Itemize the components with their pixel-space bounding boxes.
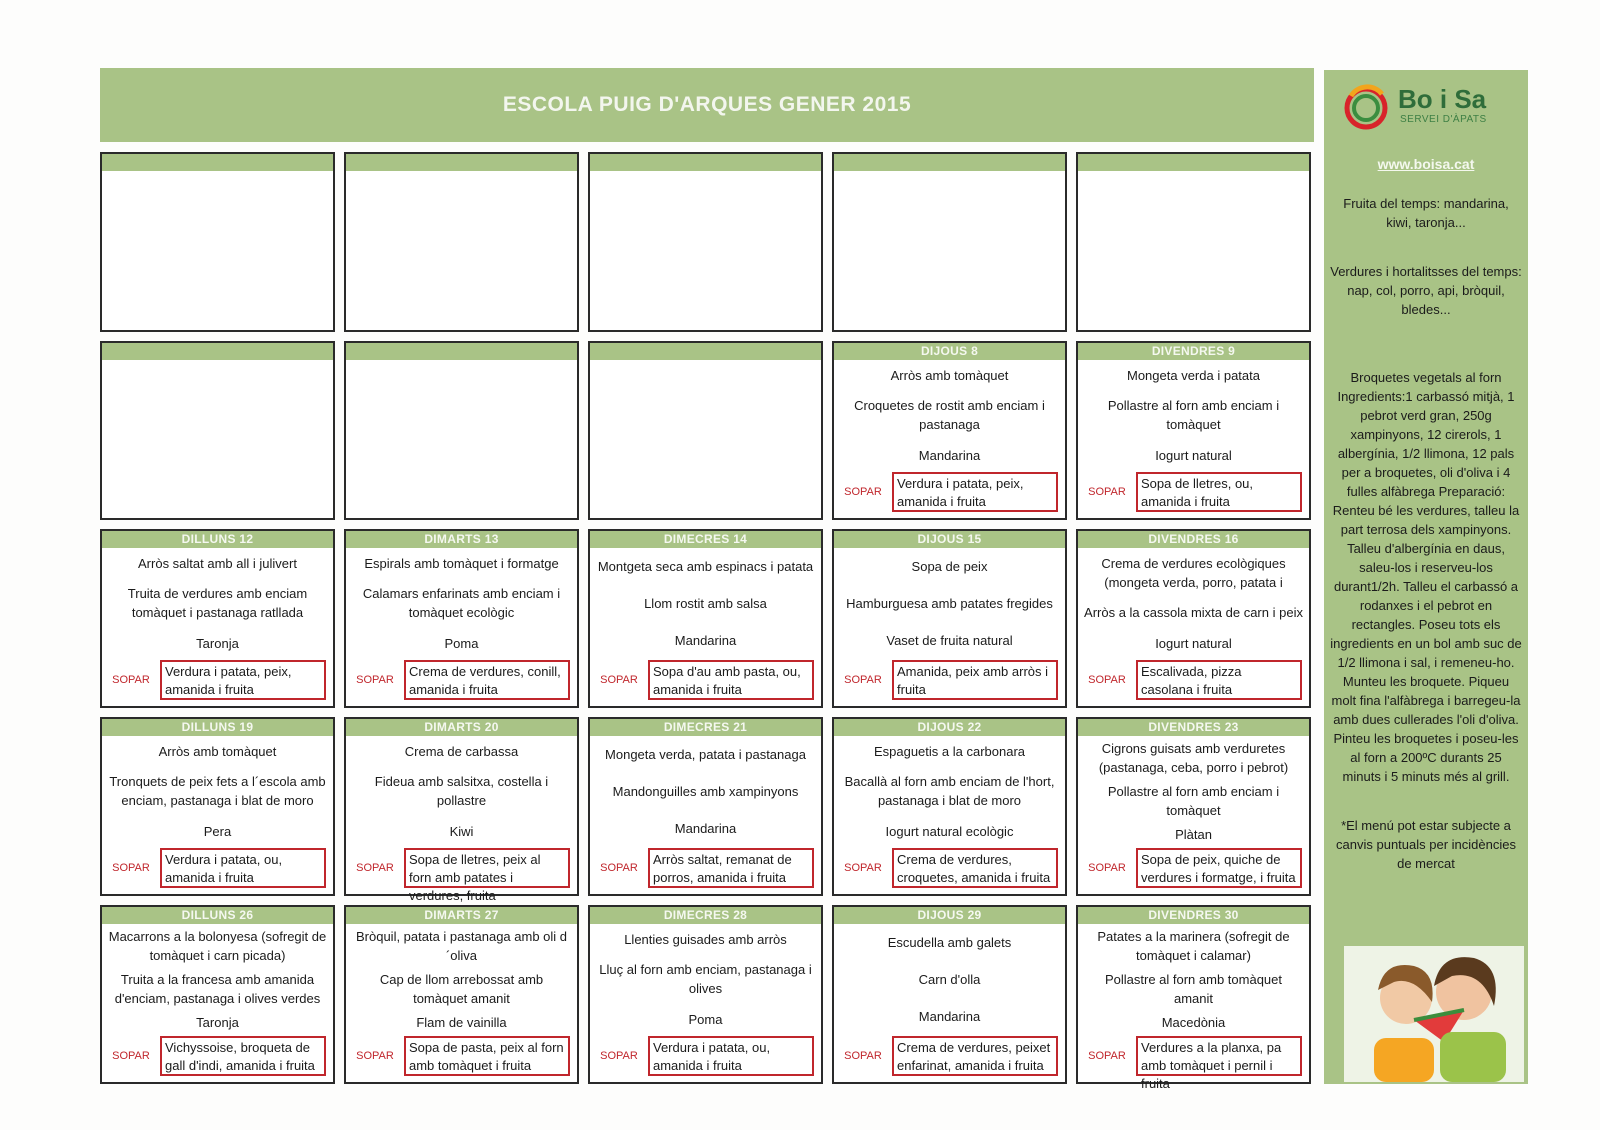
- dish-1: Arròs saltat amb all i julivert: [138, 555, 297, 571]
- day-cell: [832, 717, 1067, 896]
- logo-subtitle: SERVEI D'ÀPATS: [1400, 114, 1487, 125]
- day-cell: [344, 717, 579, 903]
- dish-3: Mandarina: [674, 821, 737, 836]
- dish-1: Montgeta seca amb espinacs i patata: [597, 559, 814, 574]
- lunch-dishes: [1078, 736, 1309, 847]
- dish-3: Mandarina: [918, 448, 981, 464]
- dinner-label: SOPAR: [112, 674, 150, 686]
- dish-3: Poma: [444, 636, 479, 652]
- dish-3: Mandarina: [918, 1009, 981, 1024]
- dish-2: Llom rostit amb salsa: [644, 596, 767, 611]
- dish-3: Kiwi: [449, 824, 474, 840]
- boisa-logo: [1342, 82, 1512, 130]
- day-cell: [100, 905, 335, 1084]
- dinner-row: [590, 658, 821, 702]
- empty-day-cell: [832, 152, 1067, 332]
- dish-1: Llenties guisades amb arròs: [624, 931, 787, 947]
- day-header: DIMECRES 28: [590, 907, 821, 924]
- day-header: DIJOUS 8: [834, 343, 1065, 360]
- dish-2: Pollastre al forn amb enciam i tomàquet: [1107, 398, 1280, 433]
- day-header: DILLUNS 26: [102, 907, 333, 924]
- dinner-label: SOPAR: [1088, 1050, 1126, 1062]
- dinner-suggestion: Sopa d'au amb pasta, ou, amanida i fruita: [648, 660, 814, 700]
- day-header: DIVENDRES 30: [1078, 907, 1309, 924]
- dinner-row: [590, 846, 821, 890]
- dish-1: Sopa de peix: [911, 559, 988, 574]
- lunch-dishes: [346, 924, 577, 1035]
- empty-day-cell: [344, 152, 579, 332]
- day-header: [102, 343, 333, 360]
- day-cell: [588, 905, 823, 1084]
- dish-1: Arròs amb tomàquet: [890, 367, 1009, 383]
- dish-3: Macedònia: [1161, 1015, 1226, 1031]
- dish-2: Pollastre al forn amb enciam i tomàquet: [1107, 783, 1280, 818]
- dinner-label: SOPAR: [600, 862, 638, 874]
- recipe-text: Broquetes vegetals al forn Ingredients:1 carbassó mitjà, 1 pebrot verd gran, 250g xampinyons, 12 cirerols, 1 albergínia, 1/2 llimona, 12 pals per a broquetes, oli d'oliva i 4 fulles alfàbrega Preparació: Renteu bé les verdures, talleu la part terrosa dels xampinyons. Talleu d'albergínia en daus, saleu-los i reserveu-los durant1/2h. Talleu el carbassó a rodanxes i el pebrot en rectangles. Poseu tots els ingredients en un bol amb suc de 1/2 llimona i sal, i remeneu-ho. Munteu les broquete. Piqueu molt fina l'alfàbrega i barregeu-la amb dues cullerades l'oli d'oliva. Pinteu les broquetes i poseu-les al forn a 200ºC durants 25 minuts i 5 minuts més al grill.: [1330, 370, 1522, 784]
- day-cell: [1076, 717, 1311, 896]
- dinner-row: [102, 1034, 333, 1078]
- seasonal-vegetables-text: Verdures i hortalitsses del temps: nap, col, porro, api, bròquil, bledes...: [1330, 264, 1522, 317]
- dish-3: Poma: [688, 1012, 723, 1028]
- day-cell: [588, 717, 823, 896]
- dish-2: Calamars enfarinats amb enciam i tomàquet ecològic: [362, 586, 561, 621]
- day-header: [1078, 154, 1309, 171]
- day-cell: [832, 529, 1067, 708]
- day-header: DIMECRES 21: [590, 719, 821, 736]
- empty-day-cell: [100, 152, 335, 332]
- day-header: DIMARTS 20: [346, 719, 577, 736]
- dinner-label: SOPAR: [600, 1050, 638, 1062]
- dish-2: Arròs a la cassola mixta de carn i peix: [1084, 605, 1303, 621]
- dinner-row: [834, 1034, 1065, 1078]
- day-cell: [1076, 529, 1311, 708]
- seasonal-fruit-text: Fruita del temps: mandarina, kiwi, taronja...: [1343, 196, 1509, 230]
- dish-2: Lluç al forn amb enciam, pastanaga i olives: [599, 962, 812, 997]
- dinner-row: [1078, 658, 1309, 702]
- dish-2: Mandonguilles amb xampinyons: [612, 784, 799, 799]
- dish-3: Flam de vainilla: [416, 1015, 507, 1031]
- dinner-row: [834, 470, 1065, 514]
- dinner-row: [102, 846, 333, 890]
- day-cell: [1076, 341, 1311, 520]
- day-header: DIJOUS 29: [834, 907, 1065, 924]
- dinner-label: SOPAR: [356, 1050, 394, 1062]
- empty-day-cell: [1076, 152, 1311, 332]
- day-cell: [588, 529, 823, 708]
- dish-1: Arròs amb tomàquet: [158, 743, 277, 759]
- dish-1: Mongeta verda, patata i pastanaga: [605, 747, 806, 762]
- dinner-row: [346, 658, 577, 702]
- lunch-dishes: [834, 360, 1065, 471]
- dish-3: Vaset de fruita natural: [886, 633, 1013, 648]
- menu-note: *El menú pot estar subjecte a canvis puntuals per incidències de mercat: [1336, 818, 1516, 871]
- page-title: ESCOLA PUIG D'ARQUES GENER 2015: [502, 93, 912, 116]
- day-cell: [100, 529, 335, 708]
- lunch-dishes: [834, 924, 1065, 1035]
- day-header: [102, 154, 333, 171]
- dish-1: Espaguetis a la carbonara: [873, 743, 1026, 759]
- day-cell: [832, 905, 1067, 1084]
- lunch-dishes: [590, 548, 821, 659]
- dinner-suggestion: Escalivada, pizza casolana i fruita: [1136, 660, 1302, 700]
- dish-1: Cigrons guisats amb verduretes (pastanaga, ceba, porro i pebrot): [1098, 740, 1289, 775]
- day-header: [834, 154, 1065, 171]
- dish-2: Bacallà al forn amb enciam de l'hort, pastanaga i blat de moro: [844, 774, 1055, 809]
- dish-1: Patates a la marinera (sofregit de tomàquet i calamar): [1097, 928, 1290, 963]
- dish-2: Truita a la francesa amb amanida d'enciam, pastanaga i olives verdes: [114, 971, 321, 1006]
- dinner-row: [346, 846, 577, 903]
- dish-1: Crema de carbassa: [404, 743, 519, 759]
- dinner-suggestion: Sopa de peix, quiche de verdures i formatge, i fruita: [1136, 848, 1302, 888]
- website-link[interactable]: www.boisa.cat: [1377, 156, 1475, 172]
- day-header: DIMARTS 13: [346, 531, 577, 548]
- dish-2: Croquetes de rostit amb enciam i pastanaga: [854, 398, 1045, 433]
- children-eating-watermelon-photo: [1344, 946, 1524, 1082]
- dinner-label: SOPAR: [1088, 674, 1126, 686]
- day-cell: [100, 717, 335, 896]
- dish-3: Pera: [203, 824, 232, 840]
- lunch-dishes: [590, 924, 821, 1035]
- dish-2: Cap de llom arrebossat amb tomàquet amanit: [379, 971, 544, 1006]
- lunch-dishes: [102, 924, 333, 1035]
- dinner-row: [1078, 470, 1309, 514]
- dinner-suggestion: Crema de verdures, croquetes, amanida i fruita: [892, 848, 1058, 888]
- lunch-dishes: [1078, 360, 1309, 471]
- dinner-suggestion: Crema de verdures, peixet enfarinat, amanida i fruita: [892, 1036, 1058, 1076]
- lunch-dishes: [346, 548, 577, 659]
- dish-3: Iogurt natural: [1155, 448, 1232, 464]
- dinner-label: SOPAR: [1088, 862, 1126, 874]
- day-header: DIJOUS 15: [834, 531, 1065, 548]
- lunch-dishes: [590, 736, 821, 847]
- dinner-suggestion: Verdura i patata, ou, amanida i fruita: [160, 848, 326, 888]
- dish-1: Macarrons a la bolonyesa (sofregit de tomàquet i carn picada): [108, 928, 327, 963]
- dish-2: Fideua amb salsitxa, costella i pollastre: [374, 774, 549, 809]
- logo-circle-icon: [1342, 82, 1392, 130]
- dinner-suggestion: Sopa de lletres, peix al forn amb patates i verdures, fruita: [404, 848, 570, 888]
- dinner-row: [590, 1034, 821, 1078]
- dinner-row: [834, 658, 1065, 702]
- day-header: DIMECRES 14: [590, 531, 821, 548]
- day-header: [590, 154, 821, 171]
- dish-3: Taronja: [196, 636, 239, 652]
- dish-1: Crema de verdures ecològiques (mongeta verda, porro, patata i: [1101, 555, 1286, 590]
- empty-day-cell: [588, 152, 823, 332]
- dish-3: Plàtan: [1175, 827, 1212, 843]
- dinner-suggestion: Sopa de pasta, peix al forn amb tomàquet i fruita: [404, 1036, 570, 1076]
- dinner-label: SOPAR: [112, 862, 150, 874]
- day-header: DIVENDRES 9: [1078, 343, 1309, 360]
- dinner-suggestion: Amanida, peix amb arròs i fruita: [892, 660, 1058, 700]
- day-header: DILLUNS 12: [102, 531, 333, 548]
- lunch-dishes: [1078, 548, 1309, 659]
- day-cell: [832, 341, 1067, 520]
- menu-calendar-grid: [100, 152, 1311, 1091]
- dish-2: Tronquets de peix fets a l´escola amb enciam, pastanaga i blat de moro: [109, 774, 326, 809]
- dish-2: Pollastre al forn amb tomàquet amanit: [1104, 971, 1283, 1006]
- dinner-label: SOPAR: [600, 674, 638, 686]
- dinner-row: [1078, 1034, 1309, 1091]
- dish-3: Mandarina: [674, 633, 737, 648]
- logo-name: Bo i Sa: [1398, 84, 1487, 114]
- dish-2: Truita de verdures amb enciam tomàquet i pastanaga ratllada: [127, 586, 308, 621]
- dish-2: Hamburguesa amb patates fregides: [846, 596, 1053, 611]
- dinner-row: [102, 658, 333, 702]
- dinner-label: SOPAR: [112, 1050, 150, 1062]
- dinner-label: SOPAR: [1088, 486, 1126, 498]
- dinner-suggestion: Verdures a la planxa, pa amb tomàquet i pernil i fruita: [1136, 1036, 1302, 1076]
- day-header: DILLUNS 19: [102, 719, 333, 736]
- dinner-label: SOPAR: [356, 862, 394, 874]
- day-header: DIJOUS 22: [834, 719, 1065, 736]
- title-bar: [100, 68, 1314, 142]
- dinner-row: [1078, 846, 1309, 890]
- dinner-suggestion: Verdura i patata, ou, amanida i fruita: [648, 1036, 814, 1076]
- lunch-dishes: [102, 736, 333, 847]
- empty-day-cell: [100, 341, 335, 520]
- day-header: DIVENDRES 16: [1078, 531, 1309, 548]
- dish-3: Taronja: [196, 1015, 239, 1031]
- day-header: [590, 343, 821, 360]
- dinner-suggestion: Verdura i patata, peix, amanida i fruita: [892, 472, 1058, 512]
- dinner-row: [834, 846, 1065, 890]
- lunch-dishes: [346, 736, 577, 847]
- day-cell: [344, 529, 579, 708]
- day-cell: [344, 905, 579, 1084]
- dinner-suggestion: Vichyssoise, broqueta de gall d'indi, amanida i fruita: [160, 1036, 326, 1076]
- dish-1: Escudella amb galets: [887, 935, 1012, 950]
- empty-day-cell: [344, 341, 579, 520]
- day-header: [346, 343, 577, 360]
- lunch-dishes: [834, 548, 1065, 659]
- dish-1: Mongeta verda i patata: [1127, 367, 1260, 383]
- dinner-row: [346, 1034, 577, 1078]
- dish-2: Carn d'olla: [918, 972, 981, 987]
- day-header: DIVENDRES 23: [1078, 719, 1309, 736]
- day-cell: [1076, 905, 1311, 1091]
- dish-1: Espirals amb tomàquet i formatge: [364, 555, 559, 571]
- dinner-label: SOPAR: [844, 486, 882, 498]
- lunch-dishes: [102, 548, 333, 659]
- day-header: DIMARTS 27: [346, 907, 577, 924]
- dinner-suggestion: Sopa de lletres, ou, amanida i fruita: [1136, 472, 1302, 512]
- dinner-label: SOPAR: [844, 1050, 882, 1062]
- dish-1: Bròquil, patata i pastanaga amb oli d´oliva: [355, 928, 568, 963]
- dinner-label: SOPAR: [844, 862, 882, 874]
- sidebar: [1324, 70, 1528, 1084]
- empty-day-cell: [588, 341, 823, 520]
- dinner-suggestion: Verdura i patata, peix, amanida i fruita: [160, 660, 326, 700]
- dish-3: Iogurt natural ecològic: [885, 824, 1014, 840]
- dinner-label: SOPAR: [844, 674, 882, 686]
- lunch-dishes: [1078, 924, 1309, 1035]
- dinner-suggestion: Arròs saltat, remanat de porros, amanida i fruita: [648, 848, 814, 888]
- dinner-suggestion: Crema de verdures, conill, amanida i fruita: [404, 660, 570, 700]
- day-header: [346, 154, 577, 171]
- lunch-dishes: [834, 736, 1065, 847]
- dinner-label: SOPAR: [356, 674, 394, 686]
- dish-3: Iogurt natural: [1155, 636, 1232, 652]
